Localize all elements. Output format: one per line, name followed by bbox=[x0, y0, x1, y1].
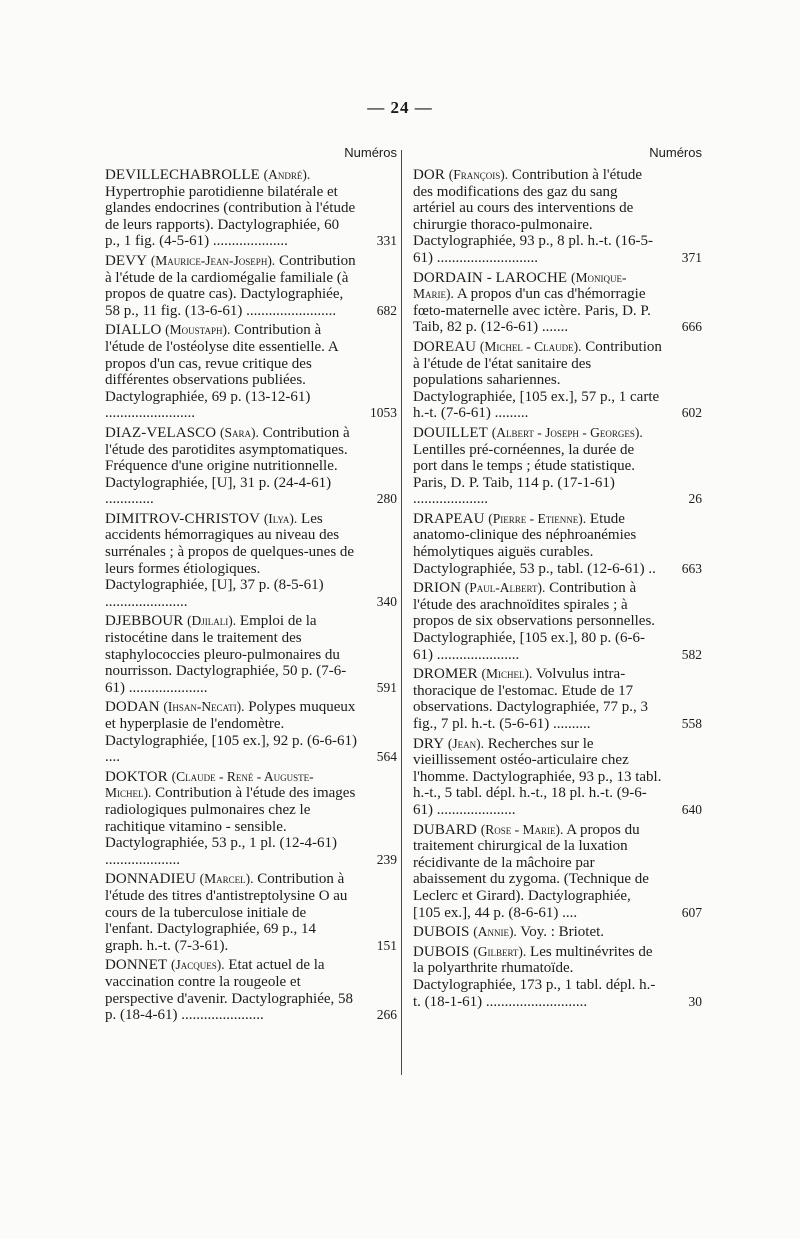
author-firstnames: (Albert - Joseph - Georges). bbox=[491, 424, 643, 440]
author-firstnames: (Paul-Albert). bbox=[464, 580, 546, 596]
bibliography-entry bbox=[105, 253, 397, 319]
author-surname: DOREAU bbox=[413, 338, 477, 355]
entry-number: 1053 bbox=[370, 405, 397, 421]
author-firstnames: (Annie). bbox=[473, 924, 517, 940]
bibliography-entry bbox=[413, 666, 702, 732]
entry-number: 682 bbox=[376, 302, 397, 318]
author-surname: DUBOIS bbox=[413, 943, 470, 960]
bibliography-entry bbox=[413, 339, 702, 422]
entry-number: 640 bbox=[681, 801, 702, 817]
entry-number: 564 bbox=[376, 749, 397, 765]
entry-body bbox=[413, 270, 702, 336]
author-surname: DOR bbox=[413, 167, 445, 183]
entry-number: 340 bbox=[376, 593, 397, 609]
entry-description: Contribution à l'étude des parotidites asymptomatiques. Fréquence d'une origine nutritionnelle. Dactylographiée, [U], 31 p. (24-4-61) ............. bbox=[105, 424, 350, 508]
author-surname: DEVILLECHABROLLE bbox=[105, 167, 260, 183]
entry-number: 371 bbox=[681, 249, 702, 265]
entry-body bbox=[105, 511, 397, 611]
bibliography-entry bbox=[413, 511, 702, 577]
entry-description: A propos du traitement chirurgical de la luxation récidivante de la mâchoire par abaissement du zygoma. (Technique de Leclerc et Girard). Dactylographiée, [105 ex.], 44 p. (8-6-61) .... bbox=[413, 821, 649, 921]
entry-body bbox=[413, 822, 702, 922]
entry-description: Volvulus intra-thoracique de l'estomac. Etude de 17 observations. Dactylographiée, 77 p., 3 fig., 7 pl. h.-t. (5-6-61) .......... bbox=[413, 666, 648, 732]
bibliography-entry bbox=[413, 924, 702, 941]
entry-description: Recherches sur le vieillissement ostéo-articulaire chez l'homme. Dactylographiée, 93 p., 13 tabl. h.-t., 5 tabl. dépl. h.-t., 18 pl. h.-t. (9-6-61) ..................... bbox=[413, 735, 662, 818]
entry-number: 666 bbox=[681, 319, 702, 335]
entry-number: 280 bbox=[376, 491, 397, 507]
author-firstnames: (Claude - René - Auguste-Michel). bbox=[105, 768, 314, 801]
bibliography-entry bbox=[105, 425, 397, 508]
author-surname: DEVY bbox=[105, 252, 148, 269]
bibliography-entry bbox=[413, 822, 702, 922]
entry-number: 582 bbox=[681, 646, 702, 662]
bibliography-entry bbox=[413, 425, 702, 508]
author-surname: DONNADIEU bbox=[105, 871, 196, 888]
entry-body bbox=[413, 580, 702, 663]
entry-number: 663 bbox=[681, 560, 702, 576]
bibliography-entry bbox=[413, 167, 702, 267]
entry-number: 239 bbox=[376, 851, 397, 867]
author-firstnames: (André). bbox=[263, 167, 311, 182]
entry-body bbox=[105, 699, 397, 765]
entry-body bbox=[413, 167, 702, 267]
entry-description: Contribution à l'étude de l'ostéolyse dite essentielle. A propos d'un cas, revue critique des différentes observations publiées. Dactylographiée, 69 p. (13-12-61) ........................ bbox=[105, 322, 338, 422]
author-firstnames: (Rose - Marie). bbox=[480, 821, 564, 837]
bibliography-entry bbox=[413, 944, 702, 1010]
author-surname: DODAN bbox=[105, 699, 160, 716]
entry-body bbox=[413, 666, 702, 732]
author-firstnames: (Ilya). bbox=[263, 510, 298, 526]
entry-number: 30 bbox=[688, 993, 702, 1009]
entry-description: Contribution à l'étude de la cardiomégalie familiale (à propos de quatre cas). Dactylographiée, 58 p., 11 fig. (13-6-61) ........................ bbox=[105, 252, 356, 319]
entry-description: Lentilles pré-cornéennes, la durée de port dans le temps ; étude statistique. Paris, D. P. Taib, 114 p. (17-1-61) .................... bbox=[413, 441, 636, 508]
entry-number: 607 bbox=[681, 904, 702, 920]
entry-body bbox=[413, 339, 702, 422]
entry-description: Hypertrophie parotidienne bilatérale et glandes endocrines (contribution à l'étude de leurs rapports). Dactylographiée, 60 p., 1 fig. (4-5-61) .................... bbox=[105, 183, 356, 250]
entry-body bbox=[105, 613, 397, 696]
author-surname: DRY bbox=[413, 735, 445, 752]
entry-description: Contribution à l'étude des modifications des gaz du sang artériel au cours des interventions de chirurgie thoraco-pulmonaire. Dactylographiée, 93 p., 8 pl. h.-t. (16-5-61) ........................... bbox=[413, 167, 653, 266]
author-surname: DORDAIN - LAROCHE bbox=[413, 269, 568, 286]
entry-description: Etat actuel de la vaccination contre la rougeole et perspective d'avenir. Dactylographiée, 58 p. (18-4-61) ...................... bbox=[105, 957, 354, 1024]
author-firstnames: (Michel - Claude). bbox=[479, 338, 582, 354]
right-entry-list bbox=[413, 167, 702, 1010]
author-firstnames: (Maurice-Jean-Joseph). bbox=[150, 252, 276, 268]
entry-number: 151 bbox=[376, 937, 397, 953]
author-surname: DOUILLET bbox=[413, 424, 488, 441]
bibliography-entry bbox=[105, 322, 397, 422]
entry-description: Contribution à l'étude des titres d'antistreptolysine O au cours de la tuberculose initiale de l'enfant. Dactylographiée, 69 p., 14 graph. h.-t. (7-3-61). bbox=[105, 871, 348, 954]
entry-description: Les accidents hémorragiques au niveau des surrénales ; à propos de quelques-unes de leurs formes étiologiques. Dactylographiée, [U], 37 p. (8-5-61) ...................... bbox=[105, 510, 355, 610]
author-firstnames: (Gilbert). bbox=[473, 943, 527, 959]
entry-description: Etude anatomo-clinique des néphroanémies hémolytiques aiguës curables. Dactylographiée, 53 p., tabl. (12-6-61) .. bbox=[413, 510, 656, 577]
author-surname: DUBOIS bbox=[413, 924, 470, 941]
bibliography-entry bbox=[105, 699, 397, 765]
entry-body bbox=[413, 944, 702, 1010]
author-surname: DROMER bbox=[413, 666, 478, 683]
author-firstnames: (Jean). bbox=[447, 735, 485, 751]
author-firstnames: (Sara). bbox=[219, 424, 259, 440]
entry-description: Contribution à l'étude des arachnoïdites spirales ; à propos de six observations personnelles. Dactylographiée, [105 ex.], 80 p. (6-6-61) ...................... bbox=[413, 580, 656, 663]
entry-body bbox=[105, 322, 397, 422]
author-firstnames: (Marcel). bbox=[199, 871, 254, 887]
author-surname: DIALLO bbox=[105, 322, 162, 339]
author-surname: DONNET bbox=[105, 957, 168, 974]
left-column-header: Numéros bbox=[344, 145, 397, 160]
author-surname: DIMITROV-CHRISTOV bbox=[105, 510, 261, 527]
author-surname: DUBARD bbox=[413, 821, 477, 838]
entry-body bbox=[413, 511, 702, 577]
author-firstnames: (François). bbox=[448, 167, 509, 182]
entry-description: Contribution à l'étude de l'état sanitaire des populations sahariennes. Dactylographiée, [105 ex.], 57 p., 1 carte h.-t. (7-6-61) ......... bbox=[413, 338, 662, 422]
entry-number: 266 bbox=[376, 1007, 397, 1023]
entry-body bbox=[105, 957, 397, 1023]
entry-body bbox=[413, 425, 702, 508]
column-divider bbox=[401, 150, 402, 1075]
entry-description: Polypes muqueux et hyperplasie de l'endomètre. Dactylographiée, [105 ex.], 92 p. (6-6-61) .... bbox=[105, 699, 357, 766]
bibliography-entry bbox=[105, 769, 397, 869]
entry-body bbox=[105, 769, 397, 869]
entry-number: 26 bbox=[688, 491, 702, 507]
entry-number: 602 bbox=[681, 405, 702, 421]
author-surname: DJEBBOUR bbox=[105, 613, 184, 630]
entry-description: A propos d'un cas d'hémorragie fœto-maternelle avec ictère. Paris, D. P. Taib, 82 p. (12-6-61) ....... bbox=[413, 286, 651, 336]
author-surname: DOKTOR bbox=[105, 768, 168, 785]
entry-body bbox=[105, 167, 397, 250]
entry-description: Emploi de la ristocétine dans le traitement des staphylococcies pleuro-pulmonaires du nourrisson. Dactylographiée, 50 p. (7-6-61) ..................... bbox=[105, 613, 347, 696]
bibliography-entry bbox=[105, 167, 397, 250]
author-firstnames: (Pierre - Etienne). bbox=[488, 510, 587, 526]
entry-body bbox=[105, 253, 397, 319]
entry-number: 591 bbox=[376, 679, 397, 695]
entry-description: Les multinévrites de la polyarthrite rhumatoïde. Dactylographiée, 173 p., 1 tabl. dépl. h.-t. (18-1-61) ........................... bbox=[413, 943, 656, 1010]
author-surname: DIAZ-VELASCO bbox=[105, 424, 217, 441]
bibliography-entry bbox=[413, 270, 702, 336]
bibliography-entry bbox=[105, 511, 397, 611]
entry-body bbox=[105, 425, 397, 508]
author-firstnames: (Jacques). bbox=[171, 957, 225, 973]
author-firstnames: (Djilali). bbox=[187, 613, 237, 629]
page-number: — 24 — bbox=[367, 98, 433, 117]
author-surname: DRION bbox=[413, 580, 461, 597]
bibliography-entry bbox=[105, 871, 397, 954]
author-surname: DRAPEAU bbox=[413, 510, 485, 527]
bibliography-entry bbox=[413, 736, 702, 819]
entry-body bbox=[413, 924, 702, 941]
author-firstnames: (Moustaph). bbox=[165, 322, 231, 338]
entry-number: 558 bbox=[681, 716, 702, 731]
right-column bbox=[413, 145, 702, 1013]
entry-body bbox=[413, 736, 702, 819]
right-column-header: Numéros bbox=[649, 145, 702, 160]
bibliography-entry bbox=[413, 580, 702, 663]
entry-body bbox=[105, 871, 397, 954]
left-column bbox=[105, 145, 397, 1027]
author-firstnames: (Monique-Marie). bbox=[413, 269, 627, 302]
bibliography-entry bbox=[105, 613, 397, 696]
entry-description: Voy. : Briotet. bbox=[520, 924, 605, 941]
author-firstnames: (Ihsan-Necati). bbox=[163, 699, 245, 715]
entry-number: 331 bbox=[376, 233, 397, 249]
author-firstnames: (Michel). bbox=[481, 666, 533, 682]
entry-description: Contribution à l'étude des images radiologiques pulmonaires chez le rachitique vitamino - sensible. Dactylographiée, 53 p., 1 pl. (12-4-61) .................... bbox=[105, 785, 356, 868]
left-entry-list bbox=[105, 167, 397, 1024]
bibliography-entry bbox=[105, 957, 397, 1023]
